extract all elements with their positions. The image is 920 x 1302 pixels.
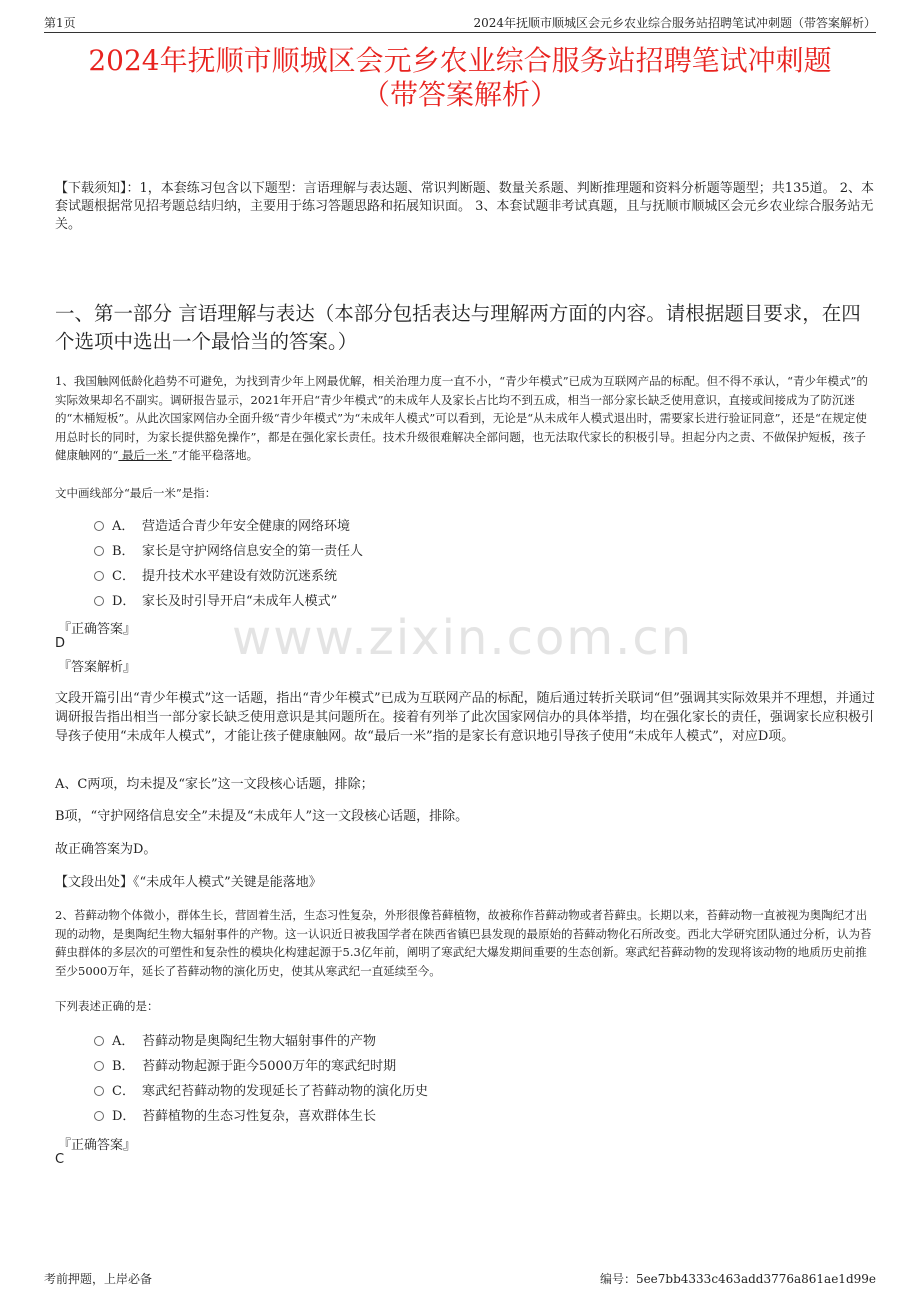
watermark: www.zixin.com.cn — [232, 610, 694, 666]
q2-answer: C — [55, 1152, 65, 1167]
title-line-1: 2024年抚顺市顺城区会元乡农业综合服务站招聘笔试冲刺题 — [88, 44, 832, 77]
q1-analysis-para: 文段开篇引出“青少年模式”这一话题，指出“青少年模式”已成为互联网产品的标配，随后通过转折关联词“但”强调其实际效果并不理想，并通过调研报告指出相当一部分家长缺乏使用意识是其问题所在。接着有列举了此次国家网信办的具体举措，均在强化家长的责任，强调家长应积极引导孩子使用“未成年人模式”，才能让孩子健康触网。故“最后一米”指的是家长有意识地引导孩子使用“未成年人模式”，对应D项。 — [55, 691, 875, 744]
q1-analysis-b: B项，“守护网络信息安全”未提及“未成年人”这一文段核心话题，排除。 — [55, 809, 469, 824]
q1-question: 文中画线部分“最后一米”是指： — [55, 486, 217, 500]
q2-option-d[interactable]: D． 苔藓植物的生态习性复杂，喜欢群体生长 — [94, 1104, 376, 1124]
footer-doc-id: 编号：5ee7bb4333c463add3776a861ae1d99e — [599, 1272, 876, 1286]
document-title — [40, 44, 880, 112]
radio-icon — [94, 546, 104, 556]
q1-answer: D — [55, 636, 66, 651]
radio-icon — [94, 1036, 104, 1046]
q1-option-d[interactable]: D． 家长及时引导开启“未成年人模式” — [94, 589, 337, 609]
page-header — [44, 12, 876, 33]
q2-option-a[interactable]: A． 苔藓动物是奥陶纪生物大辐射事件的产物 — [94, 1029, 376, 1049]
q1-underlined-phrase: 最后一米 — [118, 448, 172, 462]
page-footer — [44, 1270, 876, 1287]
q1-option-c[interactable]: C． 提升技术水平建设有效防沉迷系统 — [94, 564, 337, 584]
q1-source: 【文段出处】《“未成年人模式”关键是能落地》 — [55, 875, 322, 890]
radio-icon — [94, 596, 104, 606]
header-doc-title: 2024年抚顺市顺城区会元乡农业综合服务站招聘笔试冲刺题（带答案解析） — [473, 16, 876, 30]
q2-passage: 2、苔藓动物个体微小，群体生长，营固着生活，生态习性复杂，外形很像苔藓植物，故被称作苔藓动物或者苔藓虫。长期以来，苔藓动物一直被视为奥陶纪才出现的动物，是奥陶纪生物大辐射事件的产物。这一认识近日被我国学者在陕西省镇巴县发现的最原始的苔藓动物化石所改变。西北大学研究团队通过分析，认为苔藓虫群体的多层次的可塑性和复杂性的模块化构建起源于5.3亿年前，阐明了寒武纪大爆发期间重要的生态创新。寒武纪苔藓动物的发现将该动物的地质历史前推至少5000万年，延长了苔藓动物的演化历史，使其从寒武纪一直延续至今。 — [55, 908, 872, 978]
q2-answer-label: 『正确答案』 — [58, 1138, 137, 1153]
q1-passage: 1、我国触网低龄化趋势不可避免，为找到青少年上网最优解，相关治理力度一直不小，“青少年模式”已成为互联网产品的标配。但不得不承认，“青少年模式”的实际效果却名不副实。调研报告显示，2021年开启“青少年模式”的未成年人及家长占比均不到五成，相当一部分家长缺乏使用意识，直接或间接成为了防沉迷的“木桶短板”。从此次国家网信办全面升级“青少年模式”为“未成年人模式”可以看到，无论是“从未成年人模式退出时，需要家长进行验证同意”，还是“在规定使用总时长的同时，为家长提供豁免操作”，都是在强化家长责任。技术升级很难解决全部问题，也无法取代家长的积极引导。担起分内之责、不做保护短板，孩子健康触网的“ 最后一米 ”才能平稳落地。 — [55, 374, 868, 462]
title-line-2: （带答案解析） — [361, 78, 558, 111]
q2-question: 下列表述正确的是： — [55, 999, 159, 1013]
section-heading: 一、第一部分 言语理解与表达（本部分包括表达与理解两方面的内容。请根据题目要求，在四个选项中选出一个最恰当的答案。） — [55, 302, 861, 353]
q2-option-b[interactable]: B． 苔藓动物起源于距今5000万年的寒武纪时期 — [94, 1054, 396, 1074]
q1-analysis-conclusion: 故正确答案为D。 — [55, 842, 157, 857]
q1-option-a[interactable]: A． 营造适合青少年安全健康的网络环境 — [94, 514, 350, 534]
q1-option-b[interactable]: B． 家长是守护网络信息安全的第一责任人 — [94, 539, 363, 559]
footer-slogan: 考前押题，上岸必备 — [44, 1272, 153, 1286]
page-number: 第1页 — [44, 16, 76, 30]
radio-icon — [94, 571, 104, 581]
q2-option-c[interactable]: C． 寒武纪苔藓动物的发现延长了苔藓动物的演化历史 — [94, 1079, 428, 1099]
download-notice: 【下载须知】：1，本套练习包含以下题型：言语理解与表达题、常识判断题、数量关系题、判断推理题和资料分析题等题型；共135道。 2、本套试题根据常见招考题总结归纳，主要用于练习答题思路和拓展知识面。 3、本套试题非考试真题，且与抚顺市顺城区会元乡农业综合服务站无关。 — [55, 181, 874, 232]
q1-answer-label: 『正确答案』 — [58, 622, 137, 637]
q1-analysis-label: 『答案解析』 — [58, 660, 137, 675]
radio-icon — [94, 1111, 104, 1121]
radio-icon — [94, 1061, 104, 1071]
radio-icon — [94, 1086, 104, 1096]
radio-icon — [94, 521, 104, 531]
q1-analysis-ac: A、C两项，均未提及“家长”这一文段核心话题，排除； — [55, 777, 374, 792]
